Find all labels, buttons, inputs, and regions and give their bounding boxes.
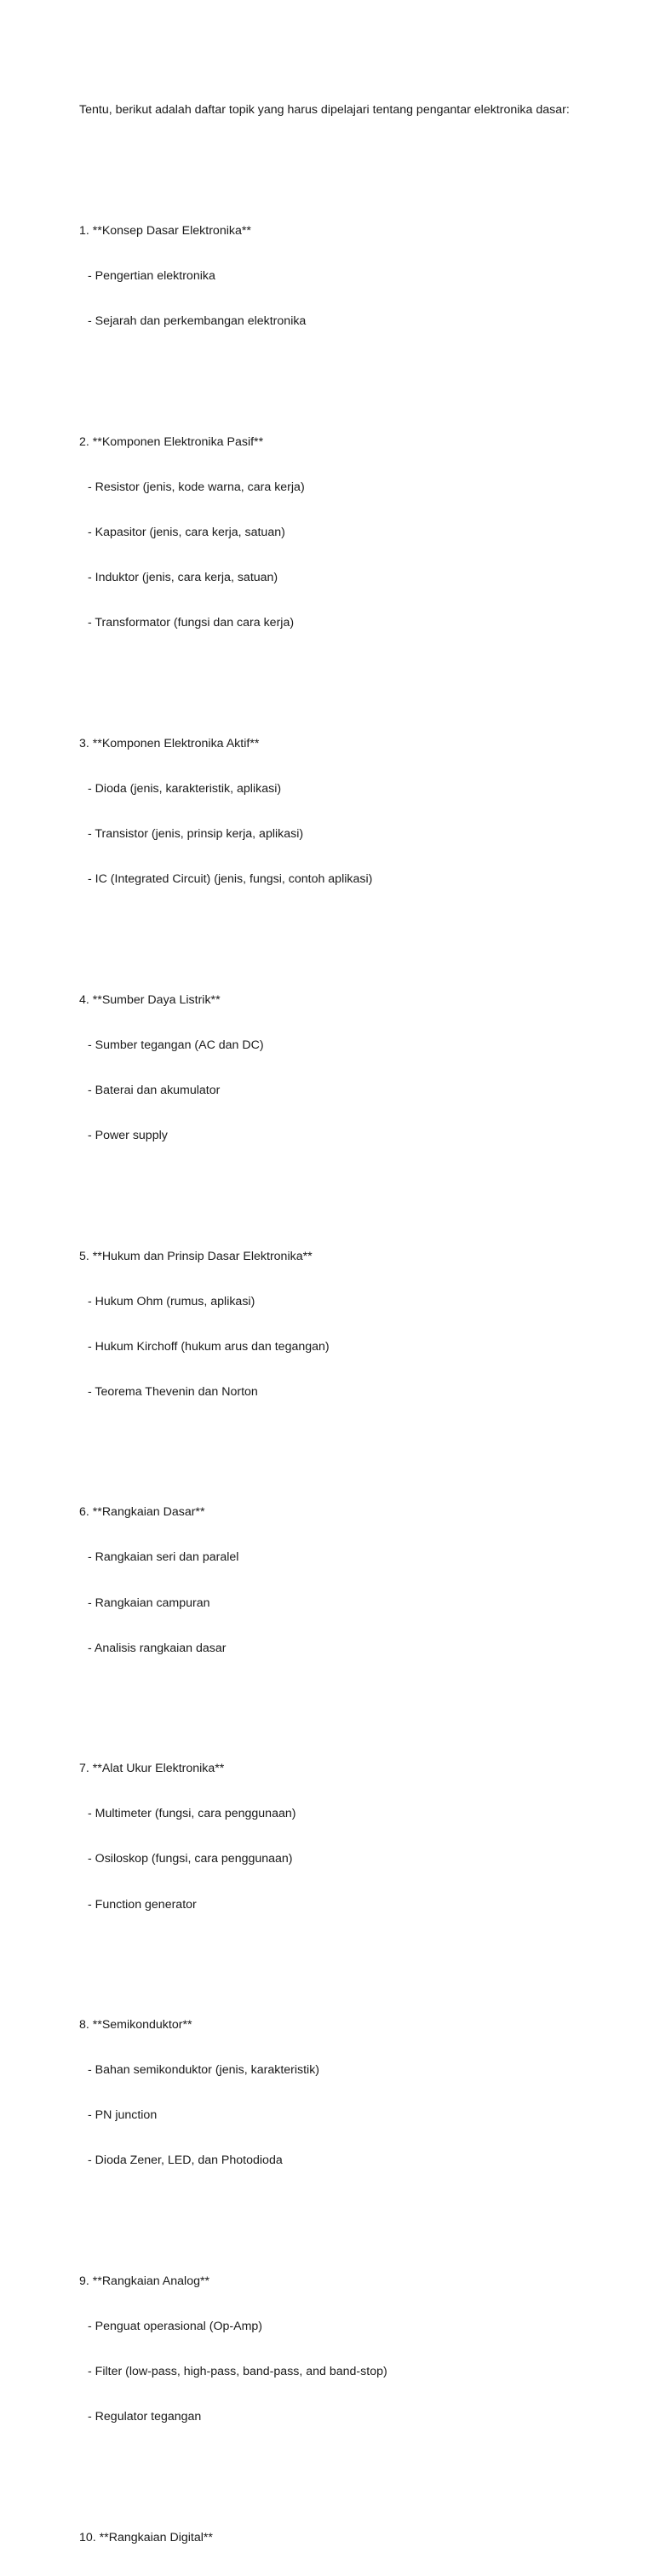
list-item: - Resistor (jenis, kode warna, cara kerja) — [88, 480, 305, 494]
list-item: - Regulator tegangan — [88, 2410, 202, 2424]
section-heading: 4. **Sumber Daya Listrik** — [79, 992, 221, 1007]
list-item: - Sejarah dan perkembangan elektronika — [88, 314, 307, 329]
list-item: - Sumber tegangan (AC dan DC) — [88, 1038, 264, 1052]
list-item: - Dioda (jenis, karakteristik, aplikasi) — [88, 781, 282, 796]
list-item: - Penguat operasional (Op-Amp) — [88, 2320, 263, 2334]
list-item: - Dioda Zener, LED, dan Photodioda — [88, 2153, 283, 2168]
spacer — [79, 359, 624, 375]
spacer — [79, 917, 624, 933]
list-item: - Power supply — [88, 1128, 168, 1142]
list-item: - Kapasitor (jenis, cara kerja, satuan) — [88, 525, 285, 539]
section-heading: 8. **Semikonduktor** — [79, 2018, 192, 2033]
list-item: - Multimeter (fungsi, cara penggunaan) — [88, 1807, 296, 1821]
spacer — [79, 1943, 624, 1958]
list-item: - Function generator — [88, 1897, 197, 1912]
section-heading: 9. **Rangkaian Analog** — [79, 2274, 210, 2288]
document-body — [79, 73, 624, 2576]
spacer — [79, 149, 624, 164]
list-item: - Teorema Thevenin dan Norton — [88, 1384, 258, 1399]
spacer — [79, 1430, 624, 1446]
list-item: - Transformator (fungsi dan cara kerja) — [88, 616, 295, 630]
section-heading: 1. **Konsep Dasar Elektronika** — [79, 224, 251, 238]
spacer — [79, 661, 624, 676]
list-item: - PN junction — [88, 2108, 158, 2123]
section-heading: 2. **Komponen Elektronika Pasif** — [79, 434, 264, 449]
list-item: - Pengertian elektronika — [88, 269, 215, 284]
spacer — [79, 2455, 624, 2470]
spacer — [79, 1174, 624, 1189]
section-heading: 5. **Hukum dan Prinsip Dasar Elektronika** — [79, 1249, 313, 1263]
list-item: - IC (Integrated Circuit) (jenis, fungsi, contoh aplikasi) — [88, 872, 373, 887]
section-heading: 6. **Rangkaian Dasar** — [79, 1505, 205, 1520]
section-heading: 3. **Komponen Elektronika Aktif** — [79, 736, 260, 750]
list-item: - Rangkaian seri dan paralel — [88, 1550, 239, 1565]
list-item: - Rangkaian campuran — [88, 1596, 210, 1610]
intro-text: Tentu, berikut adalah daftar topik yang harus dipelajari tentang pengantar elektronika dasar: — [79, 103, 570, 118]
list-item: - Filter (low-pass, high-pass, band-pass, and band-stop) — [88, 2365, 387, 2379]
list-item: - Hukum Kirchoff (hukum arus dan tegangan) — [88, 1339, 330, 1354]
spacer — [79, 2199, 624, 2215]
list-item: - Induktor (jenis, cara kerja, satuan) — [88, 571, 278, 585]
list-item: - Osiloskop (fungsi, cara penggunaan) — [88, 1852, 293, 1866]
section-heading: 10. **Rangkaian Digital** — [79, 2530, 213, 2544]
list-item: - Bahan semikonduktor (jenis, karakteristik) — [88, 2063, 320, 2078]
spacer — [79, 1687, 624, 1702]
list-item: - Analisis rangkaian dasar — [88, 1641, 227, 1655]
section-heading: 7. **Alat Ukur Elektronika** — [79, 1762, 225, 1776]
list-item: - Baterai dan akumulator — [88, 1083, 221, 1097]
list-item: - Hukum Ohm (rumus, aplikasi) — [88, 1294, 255, 1308]
list-item: - Transistor (jenis, prinsip kerja, aplikasi) — [88, 826, 304, 841]
